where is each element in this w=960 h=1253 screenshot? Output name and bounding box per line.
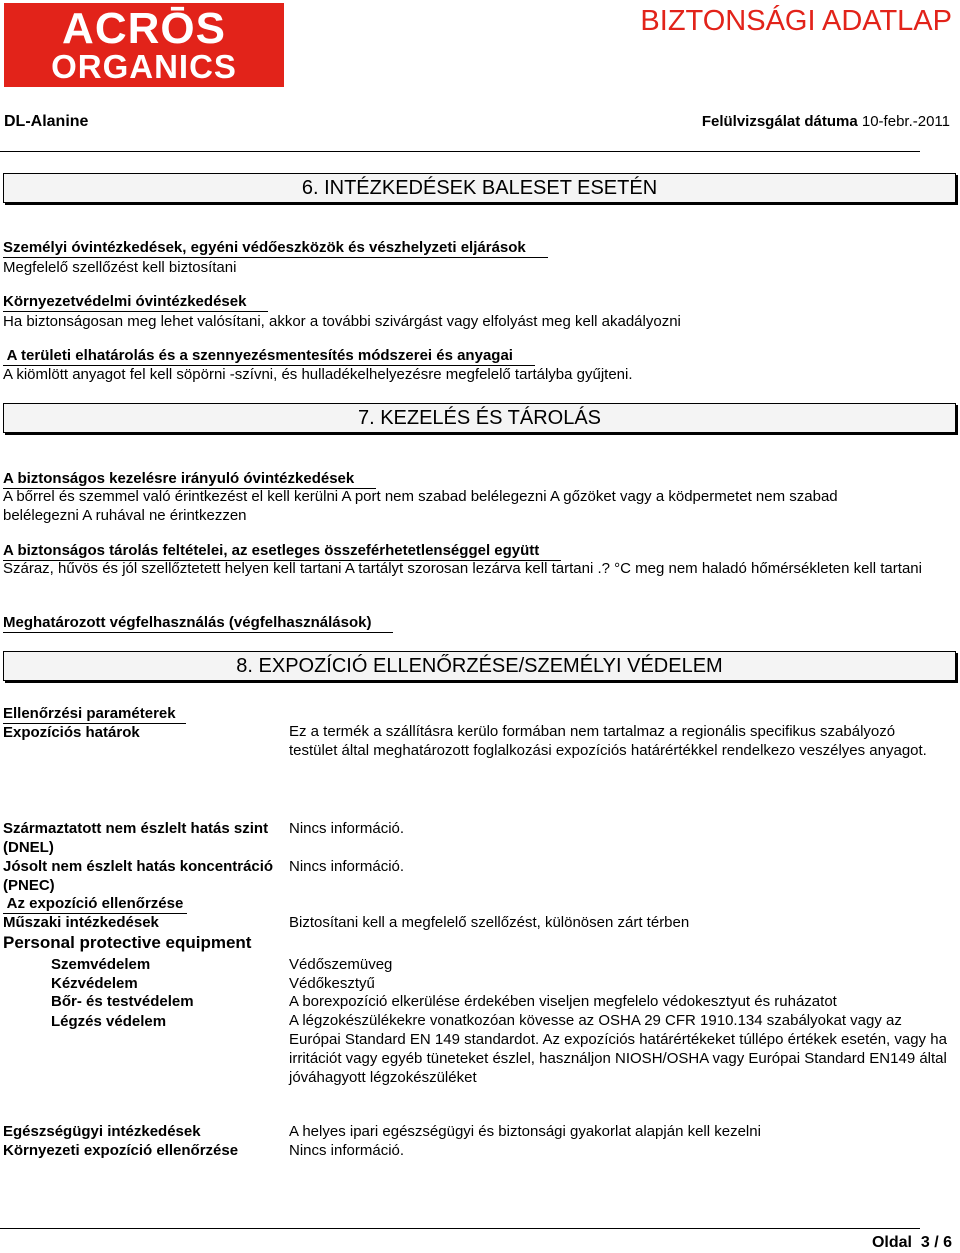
ppe-hand-label: Kézvédelem [51, 975, 138, 992]
s8-pnec-label: Jósolt nem észlelt hatás koncentráció (PNEC) [3, 858, 274, 894]
s7-storage-heading: A biztonságos tárolás feltételei, az esetleges összeférhetetlenséggel együtt [3, 541, 561, 561]
s7-handling-text: A bőrrel és szemmel való érintkezést el kell kerülni A port nem szabad belélegezni A gőzöket vagy a ködpermetet nem szabad belélegezni A ruhával ne érintkezzen [3, 488, 838, 524]
ppe-eye-label: Szemvédelem [51, 956, 151, 973]
revision-date-value: 10-febr.-2011 [861, 113, 950, 130]
ppe-skin-value: A borexpozíció elkerülése érdekében viseljen megfelelo védokesztyut és ruházatot [289, 993, 837, 1010]
s8-environmental-exposure-label: Környezeti expozíció ellenőrzése [3, 1142, 239, 1159]
s6-environment-heading: Környezetvédelmi óvintézkedések [3, 292, 268, 312]
s8-dnel-value: Nincs információ. [289, 820, 405, 837]
product-name: DL-Alanine [4, 113, 89, 130]
s6-containment-heading: A területi elhatárolás és a szennyezésmentesítés módszerei és anyagai [3, 346, 535, 366]
s8-dnel-label: Származtatott nem észlelt hatás szint (DNEL) [3, 820, 269, 856]
ppe-skin-label: Bőr- és testvédelem [51, 993, 194, 1010]
section-6-title: 6. INTÉZKEDÉSEK BALESET ESETÉN [3, 173, 956, 203]
s6-personal-text: Megfelelő szellőzést kell biztosítani [3, 259, 237, 276]
s8-hygiene-label: Egészségügyi intézkedések [3, 1123, 201, 1140]
s8-exposure-limits-label: Expozíciós határok [3, 724, 140, 741]
s8-environmental-exposure-value: Nincs információ. [289, 1142, 405, 1159]
s8-exposure-control-heading: Az expozíció ellenőrzése [3, 894, 187, 914]
s8-engineering-value: Biztosítani kell a megfelelő szellőzést, különösen zárt térben [289, 914, 690, 931]
s8-pnec-value: Nincs információ. [289, 858, 405, 875]
s7-end-use-heading: Meghatározott végfelhasználás (végfelhasználások) [3, 613, 393, 633]
logo-line-1: ACRŌS [62, 4, 226, 53]
page-value: 3 / 6 [920, 1234, 952, 1251]
s6-personal-heading: Személyi óvintézkedések, egyéni védőeszközök és vészhelyzeti eljárások [3, 238, 548, 258]
s8-engineering-label: Műszaki intézkedések [3, 914, 159, 931]
ppe-hand-value: Védőkesztyű [289, 975, 375, 992]
s7-handling-heading: A biztonságos kezelésre irányuló óvintézkedések [3, 469, 376, 489]
s6-environment-text: Ha biztonságosan meg lehet valósítani, akkor a további szivárgást vagy elfolyást meg kell akadályozni [3, 313, 681, 330]
logo-line-2: ORGANICS [51, 48, 237, 85]
header-divider [0, 151, 920, 152]
s6-containment-text: A kiömlött anyagot fel kell söpörni -szívni, és hulladékelhelyezésre megfelelő tartályba gyűjteni. [3, 366, 633, 383]
page-label: Oldal [871, 1234, 912, 1251]
document-title: BIZTONSÁGI ADATLAP [640, 5, 952, 37]
revision-label: Felülvizsgálat dátuma [701, 113, 858, 130]
revision-date [702, 112, 950, 132]
section-7-title: 7. KEZELÉS ÉS TÁROLÁS [3, 403, 956, 433]
ppe-respiratory-value: A légzokészülékekre vonatkozóan kövesse az OSHA 29 CFR 1910.134 szabályokat vagy az Európai Standard EN 149 standardot. Az expozíciós határértékeket túllépo értékek esetén, vagy ha irritációt vagy egyéb tüneteket észlel, használjon NIOSH/OSHA vagy Európai Standard EN149 által jóváhagyott légzokészüléket [289, 1012, 947, 1086]
s8-hygiene-value: A helyes ipari egészségügyi és biztonsági gyakorlat alapján kell kezelni [289, 1123, 761, 1140]
acros-organics-logo [4, 3, 284, 87]
s8-ppe-heading: Personal protective equipment [3, 933, 252, 952]
section-8-title: 8. EXPOZÍCIÓ ELLENŐRZÉSE/SZEMÉLYI VÉDELEM [3, 651, 956, 681]
s7-storage-text: Száraz, hűvös és jól szellőztetett helyen kell tartani A tartályt szorosan lezárva kell tartani .? °C meg nem haladó hőmérsékleten kell tartani [3, 560, 922, 577]
s8-control-parameters-heading: Ellenőrzési paraméterek [3, 704, 186, 724]
footer-divider [0, 1228, 920, 1229]
ppe-respiratory-label: Légzés védelem [51, 1013, 167, 1030]
ppe-eye-value: Védőszemüveg [289, 956, 393, 973]
s8-exposure-limits-text: Ez a termék a szállításra kerülo formában nem tartalmaz a regionális specifikus szabályozó testület által meghatározott foglalkozási expozíciós határértékkel rendelkezo veszélyes anyagot. [289, 723, 927, 759]
page-number [872, 1233, 952, 1253]
